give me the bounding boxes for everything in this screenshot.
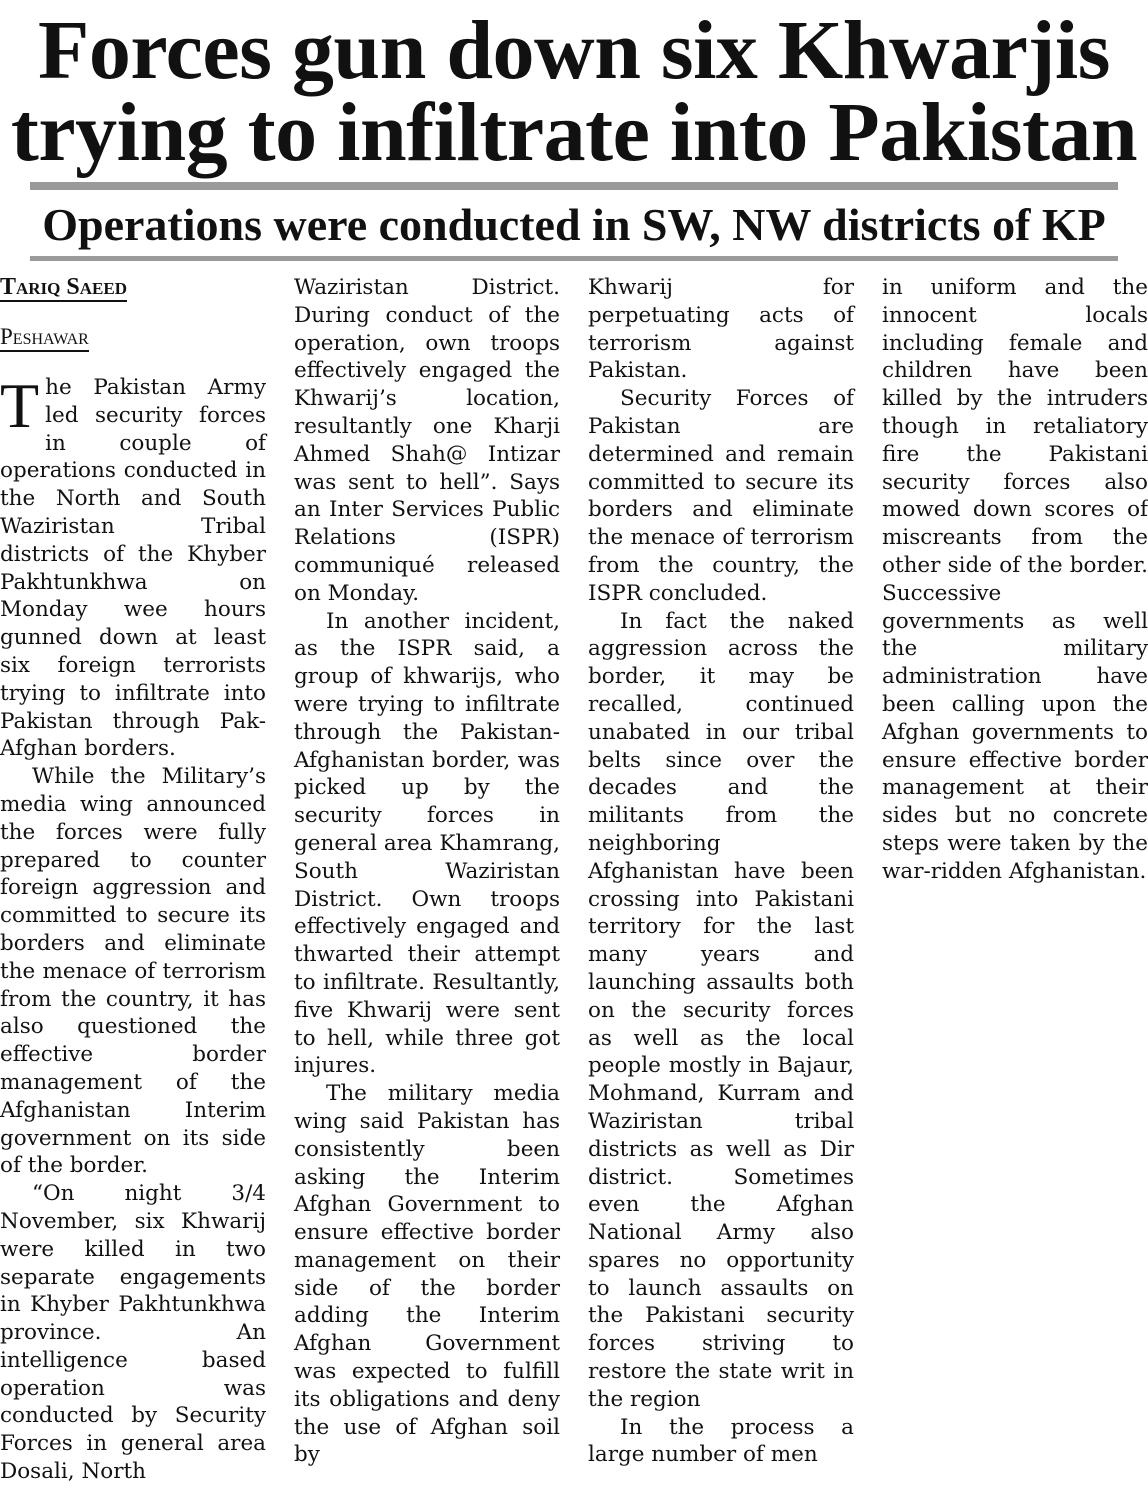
subheadline: Operations were conducted in SW, NW districts of KP bbox=[42, 199, 1106, 250]
byline: Tariq Saeed bbox=[0, 274, 127, 300]
headline-line-2: trying to infiltrate into Pakistan bbox=[10, 86, 1138, 179]
paragraph: In fact the naked aggression across the border, it may be recalled, continued unabated in our tribal belts since over the decades and the militants from the neighboring Afghanistan have been crossing into Pakistani territory for the last many years and launching assaults both on the security forces as well as the local people mostly in Bajaur, Mohmand, Kurram and Waziristan tribal districts as well as Dir district. Sometimes even the Afghan National Army also spares no opportunity to launch assaults on the Pakistani security forces striving to restore the state writ in the region bbox=[588, 608, 854, 1412]
paragraph: Khwarij for perpetuating acts of terrorism against Pakistan. bbox=[588, 275, 854, 384]
paragraph: Waziristan District. During conduct of the operation, own troops effectively engaged the Khwarij’s location, resultantly one Kharji Ahmed Shah@ Intizar was sent to hell”. Says an Inter Services Public Relations (ISPR) communiqué released on Monday. bbox=[294, 275, 560, 606]
headline-line-1: Forces gun down six Khwarjis bbox=[38, 4, 1110, 97]
paragraph: The military media wing said Pakistan has consistently been asking the Interim Afghan Government to ensure effective border management on their side of the border adding the Interim Afghan Government was expected to fulfill its obligations and deny the use of Afghan soil by bbox=[294, 1081, 560, 1468]
headline bbox=[0, 4, 1148, 179]
paragraph: “On night 3/4 November, six Khwarij were killed in two separate engagements in Khyber Pakhtunkhwa province. An intelligence based operation was conducted by Security Forces in general area Dosali, North bbox=[0, 1181, 266, 1485]
top-rule bbox=[30, 182, 1118, 190]
paragraph-text: he Pakistan Army led security forces in couple of operations conducted in the North and South Waziristan Tribal districts of the Khyber Pakhtunkhwa on Monday wee hours gunned down at least six foreign terrorists trying to infiltrate into Pakistan through Pak-Afghan borders. bbox=[0, 375, 266, 762]
paragraph: In the process a large number of men bbox=[588, 1414, 854, 1468]
article-column-1 bbox=[0, 274, 266, 1486]
paragraph: In another incident, as the ISPR said, a group of khwarijs, who were trying to infiltrate through the Pakistan-Afghanistan border, was picked up by the security forces in general area Khamrang, South Waziristan District. Own troops effectively engaged and thwarted their attempt to infiltrate. Resultantly, five Khwarij were sent to hell, while three got injures. bbox=[294, 608, 560, 1079]
dateline: Peshawar bbox=[0, 324, 89, 352]
paragraph: in uniform and the innocent locals including female and children have been killed by the intruders though in retaliatory fire the Pakistani security forces also mowed down scores of miscreants from the other side of the border. Successive governments as well the military administration have been calling upon the Afghan governments to ensure effective border management at their sides but no concrete steps were taken by the war-ridden Afghanistan. bbox=[882, 275, 1148, 884]
paragraph bbox=[0, 370, 266, 763]
paragraph: Security Forces of Pakistan are determined and remain committed to secure its borders and eliminate the menace of terrorism from the country, the ISPR concluded. bbox=[588, 386, 854, 606]
drop-cap: T bbox=[0, 370, 40, 441]
article-column-4 bbox=[882, 274, 1148, 886]
article-column-3 bbox=[588, 274, 854, 1469]
paragraph: While the Military’s media wing announced the forces were fully prepared to counter foreign aggression and committed to secure its borders and eliminate the menace of terrorism from the country, it has also questioned the effective border management of the Afghanistan Interim government on its side of the border. bbox=[0, 764, 266, 1179]
article-column-2 bbox=[294, 274, 560, 1469]
bottom-rule bbox=[30, 256, 1118, 261]
